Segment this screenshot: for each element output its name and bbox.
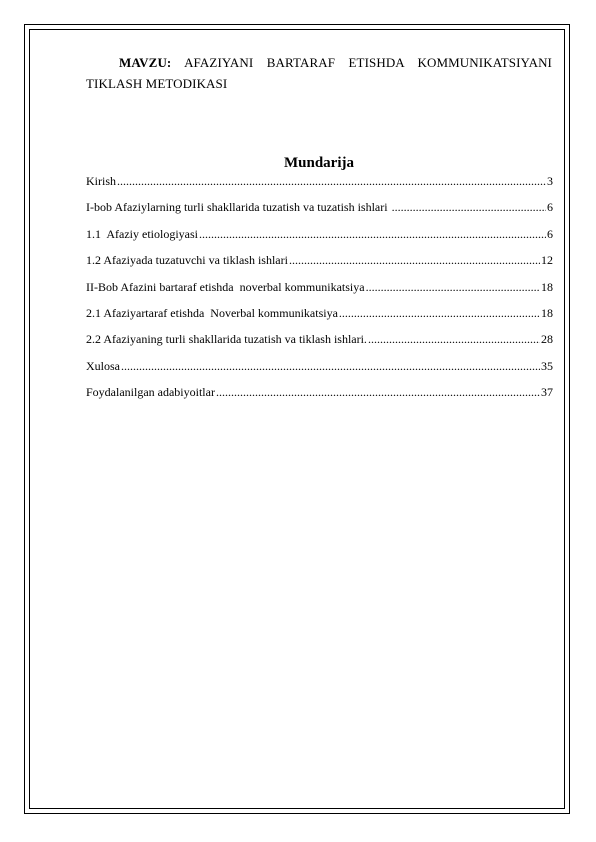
toc-entry-page: 6 (547, 200, 553, 215)
toc-entry-chapter-2[interactable] (86, 279, 553, 305)
toc-leader-dots (199, 226, 546, 243)
page-border-inner (29, 29, 565, 809)
toc-entry-text: 1.1 Afaziy etiologiyasi (86, 226, 198, 241)
toc-entry-section-2-2[interactable] (86, 331, 553, 357)
toc-entry-text: Kirish (86, 174, 116, 188)
toc-entry-page: 6 (547, 226, 553, 241)
toc-entry-section-1-1[interactable] (86, 226, 553, 252)
toc-entry-section-2-1[interactable] (86, 305, 553, 331)
toc-entry-text: Xulosa (86, 358, 120, 373)
toc-entry-text: I-bob Afaziylarning turli shakllarida tuzatish va tuzatish ishlari (86, 200, 391, 215)
table-of-contents (86, 173, 553, 411)
toc-leader-dots (368, 331, 540, 348)
toc-entry-text: 2.1 Afaziyartaraf etishda Noverbal kommunikatsiya (86, 305, 338, 320)
toc-entry-page: 18 (541, 305, 553, 320)
toc-entry-chapter-1[interactable] (86, 199, 553, 225)
toc-entry-text: 2.2 Afaziyaning turli shakllarida tuzatish va tiklash ishlari. (86, 332, 367, 347)
toc-leader-dots (289, 252, 540, 269)
topic-label: MAVZU: (119, 55, 172, 70)
toc-entry-page: 3 (547, 174, 553, 188)
toc-entry-text: 1.2 Afaziyada tuzatuvchi va tiklash ishlari (86, 253, 288, 268)
toc-entry-page: 18 (541, 279, 553, 294)
toc-entry-text: II-Bob Afazini bartaraf etishda noverbal kommunikatsiya (86, 279, 365, 294)
toc-leader-dots (121, 358, 540, 375)
toc-entry-page: 12 (541, 253, 553, 268)
toc-entry-section-1-2[interactable] (86, 252, 553, 278)
toc-leader-dots (339, 305, 540, 322)
topic-heading (86, 52, 552, 94)
toc-leader-dots (366, 279, 540, 296)
toc-entry-xulosa[interactable] (86, 358, 553, 384)
toc-leader-dots (392, 199, 546, 216)
toc-entry-page: 37 (541, 385, 553, 400)
topic-title: AFAZIYANI BARTARAF ETISHDA KOMMUNIKATSIYANI TIKLASH METODIKASI (86, 55, 552, 91)
toc-entry-page: 28 (541, 332, 553, 347)
toc-entry-references[interactable] (86, 384, 553, 410)
toc-entry-text: Foydalanilgan adabiyoitlar (86, 385, 215, 400)
toc-entry-page: 35 (541, 358, 553, 373)
toc-entry-kirish[interactable] (86, 173, 553, 199)
toc-leader-dots (216, 384, 540, 401)
toc-leader-dots (117, 173, 546, 190)
toc-heading: Mundarija (283, 155, 354, 171)
